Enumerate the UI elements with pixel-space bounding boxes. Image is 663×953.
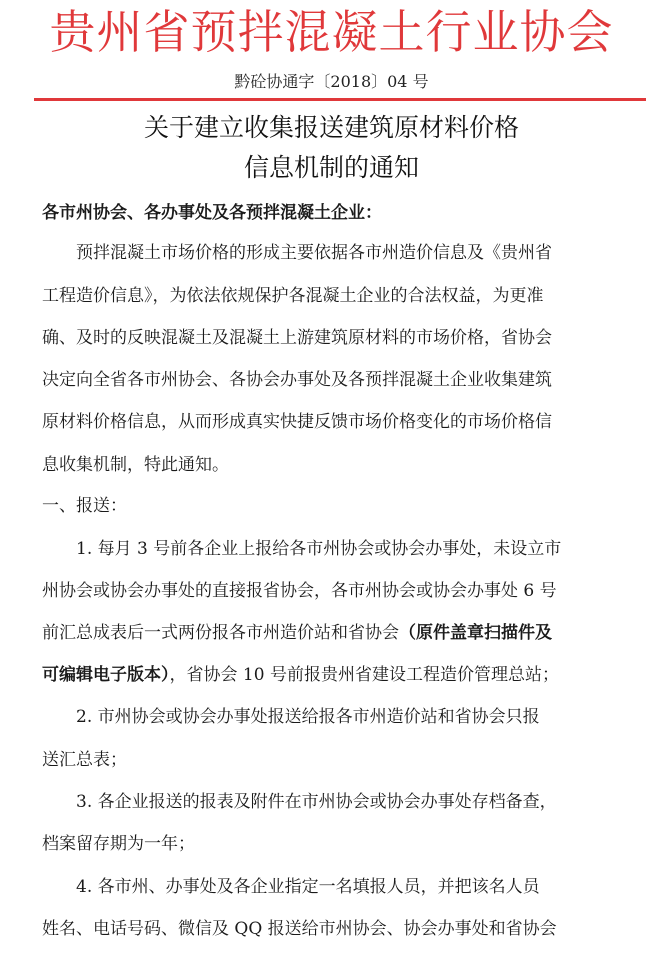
item-1-text: 前汇总成表后一式两份报各市州造价站和省协会 bbox=[42, 623, 399, 643]
organization-title: 贵州省预拌混凝土行业协会 bbox=[49, 5, 614, 59]
paragraph-1-line: 决定向全省各市州协会、各协会办事处及各预拌混凝土企业收集建筑 bbox=[42, 370, 552, 390]
paragraph-1-line: 工程造价信息》，为依法依规保护各混凝土企业的合法权益，为更准 bbox=[42, 286, 544, 306]
red-divider bbox=[34, 98, 646, 101]
paragraph-1-line: 原材料价格信息，从而形成真实快捷反馈市场价格变化的市场价格信 bbox=[42, 412, 552, 432]
paragraph-1-line: 确、及时的反映混凝土及混凝土上游建筑原材料的市场价格，省协会 bbox=[42, 328, 552, 348]
item-1-emphasis: 可编辑电子版本） bbox=[42, 665, 170, 685]
notice-title-line-1: 关于建立收集报送建筑原材料价格 bbox=[143, 113, 519, 142]
paragraph-1-line: 息收集机制，特此通知。 bbox=[42, 455, 229, 475]
item-1-emphasis: （原件盖章扫描件及 bbox=[399, 623, 552, 643]
item-1-line: 州协会或协会办事处的直接报省协会，各市州协会或协会办事处 6 号 bbox=[42, 581, 557, 601]
item-1-line bbox=[42, 662, 559, 688]
section-heading: 一、报送： bbox=[42, 496, 127, 516]
document-number: 黔砼协通字〔2018〕04 号 bbox=[234, 72, 429, 91]
item-2-line: 送汇总表； bbox=[42, 750, 127, 770]
item-1-text: ，省协会 10 号前报贵州省建设工程造价管理总站； bbox=[169, 665, 559, 685]
item-4-line: 姓名、电话号码、微信及 QQ 报送给市州协会、协会办事处和省协会 bbox=[42, 919, 557, 939]
salutation: 各市州协会、各办事处及各预拌混凝土企业： bbox=[42, 203, 382, 223]
item-3-line: 3. 各企业报送的报表及附件在市州协会或协会办事处存档备查， bbox=[76, 792, 557, 812]
item-1-line bbox=[42, 620, 552, 646]
paragraph-1-line: 预拌混凝土市场价格的形成主要依据各市州造价信息及《贵州省 bbox=[76, 243, 552, 263]
item-2-line: 2. 市州协会或协会办事处报送给报各市州造价站和省协会只报 bbox=[76, 707, 540, 727]
notice-title-line-2: 信息机制的通知 bbox=[243, 153, 419, 182]
item-1-line: 1. 每月 3 号前各企业上报给各市州协会或协会办事处，未设立市 bbox=[76, 539, 562, 559]
item-4-line: 4. 各市州、办事处及各企业指定一名填报人员，并把该名人员 bbox=[76, 877, 540, 897]
item-3-line: 档案留存期为一年； bbox=[42, 834, 195, 854]
